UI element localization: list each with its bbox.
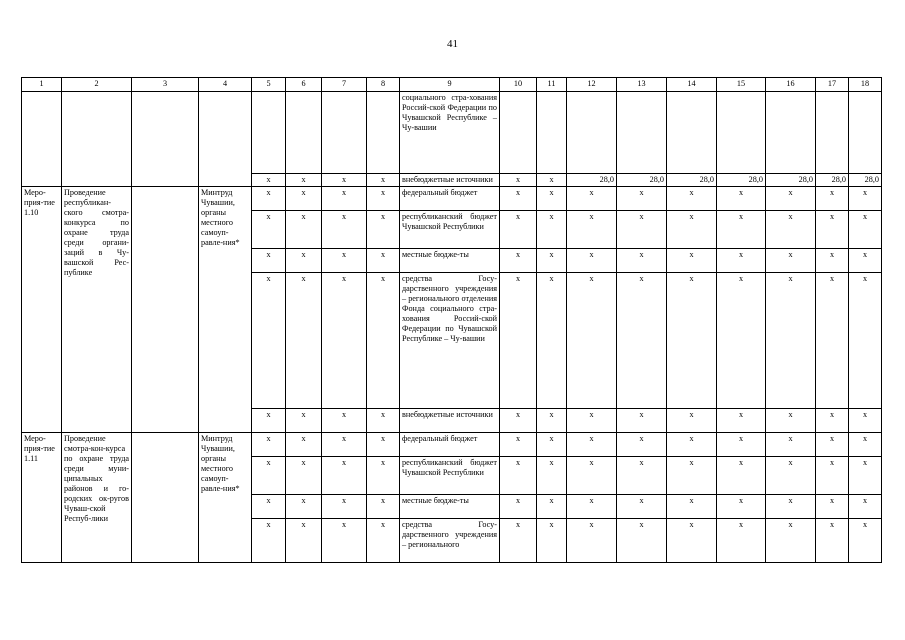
col-header-7: 7: [322, 78, 367, 92]
value-cell: 28,0: [617, 174, 667, 187]
col-header-11: 11: [537, 78, 567, 92]
x-cell: x: [849, 211, 882, 249]
empty-cell: [849, 92, 882, 174]
funding-source-cell: республиканский бюджет Чувашской Республики: [400, 457, 500, 495]
funding-source-cell: внебюджетные источники: [400, 174, 500, 187]
empty-cell: [500, 92, 537, 174]
x-cell: x: [252, 174, 286, 187]
col-header-15: 15: [717, 78, 766, 92]
x-cell: x: [717, 273, 766, 409]
empty-cell: [132, 187, 199, 433]
x-cell: x: [252, 187, 286, 211]
x-cell: x: [286, 174, 322, 187]
page-number: 41: [447, 38, 458, 50]
empty-cell: [252, 92, 286, 174]
x-cell: x: [252, 273, 286, 409]
measure-description: Проведение смотра-кон-курса по охране труда среди муни-ципальных районов и го-родских ок-ругов Чуваш-ской Респуб-лики: [62, 433, 132, 563]
x-cell: x: [567, 187, 617, 211]
x-cell: x: [567, 409, 617, 433]
x-cell: x: [617, 187, 667, 211]
x-cell: x: [252, 495, 286, 519]
funding-source-cell: средства Госу-дарственного учреждения – регионального отделения Фонда социального стра-хования Россий-ской Федерации по Чувашской Республике – Чу-вашии: [400, 273, 500, 409]
x-cell: x: [537, 249, 567, 273]
x-cell: x: [567, 249, 617, 273]
x-cell: x: [617, 457, 667, 495]
x-cell: x: [537, 433, 567, 457]
x-cell: x: [286, 457, 322, 495]
x-cell: x: [617, 409, 667, 433]
x-cell: x: [537, 211, 567, 249]
x-cell: x: [252, 519, 286, 563]
x-cell: x: [766, 495, 816, 519]
col-header-13: 13: [617, 78, 667, 92]
x-cell: x: [500, 519, 537, 563]
x-cell: x: [717, 519, 766, 563]
x-cell: x: [367, 495, 400, 519]
x-cell: x: [286, 187, 322, 211]
x-cell: x: [816, 495, 849, 519]
x-cell: x: [667, 495, 717, 519]
x-cell: x: [849, 409, 882, 433]
x-cell: x: [766, 519, 816, 563]
header-row: [22, 78, 882, 92]
x-cell: x: [322, 273, 367, 409]
empty-cell: [617, 92, 667, 174]
x-cell: x: [816, 433, 849, 457]
x-cell: x: [537, 495, 567, 519]
x-cell: x: [849, 519, 882, 563]
empty-cell: [537, 92, 567, 174]
value-cell: 28,0: [567, 174, 617, 187]
table-row: [22, 433, 882, 457]
x-cell: x: [766, 211, 816, 249]
x-cell: x: [537, 457, 567, 495]
measure-label: Меро-прия-тие 1.11: [22, 433, 62, 563]
x-cell: x: [567, 433, 617, 457]
x-cell: x: [286, 519, 322, 563]
col-header-4: 4: [199, 78, 252, 92]
empty-cell: [367, 92, 400, 174]
x-cell: x: [567, 273, 617, 409]
x-cell: x: [537, 273, 567, 409]
x-cell: x: [849, 187, 882, 211]
x-cell: x: [500, 495, 537, 519]
col-header-17: 17: [816, 78, 849, 92]
x-cell: x: [322, 211, 367, 249]
x-cell: x: [816, 211, 849, 249]
x-cell: x: [500, 433, 537, 457]
x-cell: x: [667, 211, 717, 249]
funding-source-cell: внебюджетные источники: [400, 409, 500, 433]
empty-cell: [132, 433, 199, 563]
description-cell: [62, 92, 132, 187]
x-cell: x: [537, 519, 567, 563]
value-cell: 28,0: [849, 174, 882, 187]
x-cell: x: [667, 249, 717, 273]
x-cell: x: [567, 519, 617, 563]
value-cell: 28,0: [766, 174, 816, 187]
x-cell: x: [500, 187, 537, 211]
col-header-12: 12: [567, 78, 617, 92]
x-cell: x: [252, 211, 286, 249]
funding-source-cell: федеральный бюджет: [400, 433, 500, 457]
empty-cell: [717, 92, 766, 174]
x-cell: x: [286, 495, 322, 519]
x-cell: x: [667, 409, 717, 433]
x-cell: x: [717, 187, 766, 211]
col-header-1: 1: [22, 78, 62, 92]
value-cell: 28,0: [667, 174, 717, 187]
x-cell: x: [322, 249, 367, 273]
x-cell: x: [367, 249, 400, 273]
x-cell: x: [286, 211, 322, 249]
x-cell: x: [667, 273, 717, 409]
x-cell: x: [537, 174, 567, 187]
x-cell: x: [367, 433, 400, 457]
funding-source-cell: социального стра-хования Россий-ской Федерации по Чувашской Республике – Чу-вашии: [400, 92, 500, 174]
x-cell: x: [849, 495, 882, 519]
x-cell: x: [816, 457, 849, 495]
x-cell: x: [717, 211, 766, 249]
x-cell: x: [617, 249, 667, 273]
funding-source-cell: местные бюдже-ты: [400, 249, 500, 273]
x-cell: x: [252, 457, 286, 495]
x-cell: x: [816, 409, 849, 433]
x-cell: x: [667, 187, 717, 211]
x-cell: x: [367, 409, 400, 433]
table-row: [22, 187, 882, 211]
x-cell: x: [617, 495, 667, 519]
x-cell: x: [667, 519, 717, 563]
x-cell: x: [500, 249, 537, 273]
col-header-2: 2: [62, 78, 132, 92]
x-cell: x: [717, 249, 766, 273]
x-cell: x: [537, 187, 567, 211]
x-cell: x: [322, 519, 367, 563]
x-cell: x: [816, 187, 849, 211]
x-cell: x: [567, 457, 617, 495]
empty-cell: [286, 92, 322, 174]
x-cell: x: [667, 457, 717, 495]
x-cell: x: [816, 249, 849, 273]
x-cell: x: [766, 433, 816, 457]
x-cell: x: [500, 211, 537, 249]
x-cell: x: [717, 433, 766, 457]
x-cell: x: [567, 495, 617, 519]
col-header-9: 9: [400, 78, 500, 92]
x-cell: x: [322, 187, 367, 211]
funding-source-cell: республиканский бюджет Чувашской Республики: [400, 211, 500, 249]
x-cell: x: [766, 273, 816, 409]
x-cell: x: [537, 409, 567, 433]
measure-description: Проведение республикан-ского смотра-конкурса по охране труда среди органи-заций в Чу-вашской Рес-публике: [62, 187, 132, 433]
x-cell: x: [766, 187, 816, 211]
col-header-16: 16: [766, 78, 816, 92]
x-cell: x: [286, 273, 322, 409]
x-cell: x: [717, 409, 766, 433]
x-cell: x: [849, 249, 882, 273]
x-cell: x: [849, 433, 882, 457]
empty-cell: [132, 92, 199, 187]
x-cell: x: [717, 457, 766, 495]
x-cell: x: [816, 273, 849, 409]
x-cell: x: [252, 249, 286, 273]
x-cell: x: [322, 174, 367, 187]
x-cell: x: [252, 409, 286, 433]
col-header-3: 3: [132, 78, 199, 92]
col-header-6: 6: [286, 78, 322, 92]
executor-cell: Минтруд Чувашии, органы местного самоуп-равле-ния*: [199, 433, 252, 563]
x-cell: x: [717, 495, 766, 519]
x-cell: x: [367, 174, 400, 187]
empty-cell: [816, 92, 849, 174]
x-cell: x: [667, 433, 717, 457]
x-cell: x: [286, 433, 322, 457]
col-header-5: 5: [252, 78, 286, 92]
empty-cell: [567, 92, 617, 174]
col-header-18: 18: [849, 78, 882, 92]
x-cell: x: [367, 211, 400, 249]
x-cell: x: [617, 273, 667, 409]
funding-table: [21, 77, 882, 563]
x-cell: x: [252, 433, 286, 457]
table-row: [22, 92, 882, 174]
x-cell: x: [567, 211, 617, 249]
x-cell: x: [617, 211, 667, 249]
x-cell: x: [500, 409, 537, 433]
value-cell: 28,0: [717, 174, 766, 187]
x-cell: x: [286, 249, 322, 273]
x-cell: x: [766, 457, 816, 495]
x-cell: x: [617, 519, 667, 563]
x-cell: x: [500, 174, 537, 187]
empty-cell: [766, 92, 816, 174]
x-cell: x: [322, 457, 367, 495]
x-cell: x: [617, 433, 667, 457]
executor-cell: Минтруд Чувашии, органы местного самоуп-равле-ния*: [199, 187, 252, 433]
x-cell: x: [500, 273, 537, 409]
x-cell: x: [322, 495, 367, 519]
x-cell: x: [816, 519, 849, 563]
x-cell: x: [286, 409, 322, 433]
col-header-14: 14: [667, 78, 717, 92]
measure-label: Меро-прия-тие 1.10: [22, 187, 62, 433]
col-header-8: 8: [367, 78, 400, 92]
funding-source-cell: местные бюдже-ты: [400, 495, 500, 519]
x-cell: x: [367, 457, 400, 495]
funding-source-cell: средства Госу-дарственного учреждения – регионального: [400, 519, 500, 563]
measure-cell: [22, 92, 62, 187]
col-header-10: 10: [500, 78, 537, 92]
x-cell: x: [322, 409, 367, 433]
value-cell: 28,0: [816, 174, 849, 187]
x-cell: x: [766, 249, 816, 273]
x-cell: x: [367, 273, 400, 409]
x-cell: x: [367, 519, 400, 563]
empty-cell: [667, 92, 717, 174]
x-cell: x: [367, 187, 400, 211]
x-cell: x: [766, 409, 816, 433]
x-cell: x: [849, 273, 882, 409]
empty-cell: [322, 92, 367, 174]
x-cell: x: [322, 433, 367, 457]
executor-cell: [199, 92, 252, 187]
x-cell: x: [500, 457, 537, 495]
x-cell: x: [849, 457, 882, 495]
funding-source-cell: федеральный бюджет: [400, 187, 500, 211]
